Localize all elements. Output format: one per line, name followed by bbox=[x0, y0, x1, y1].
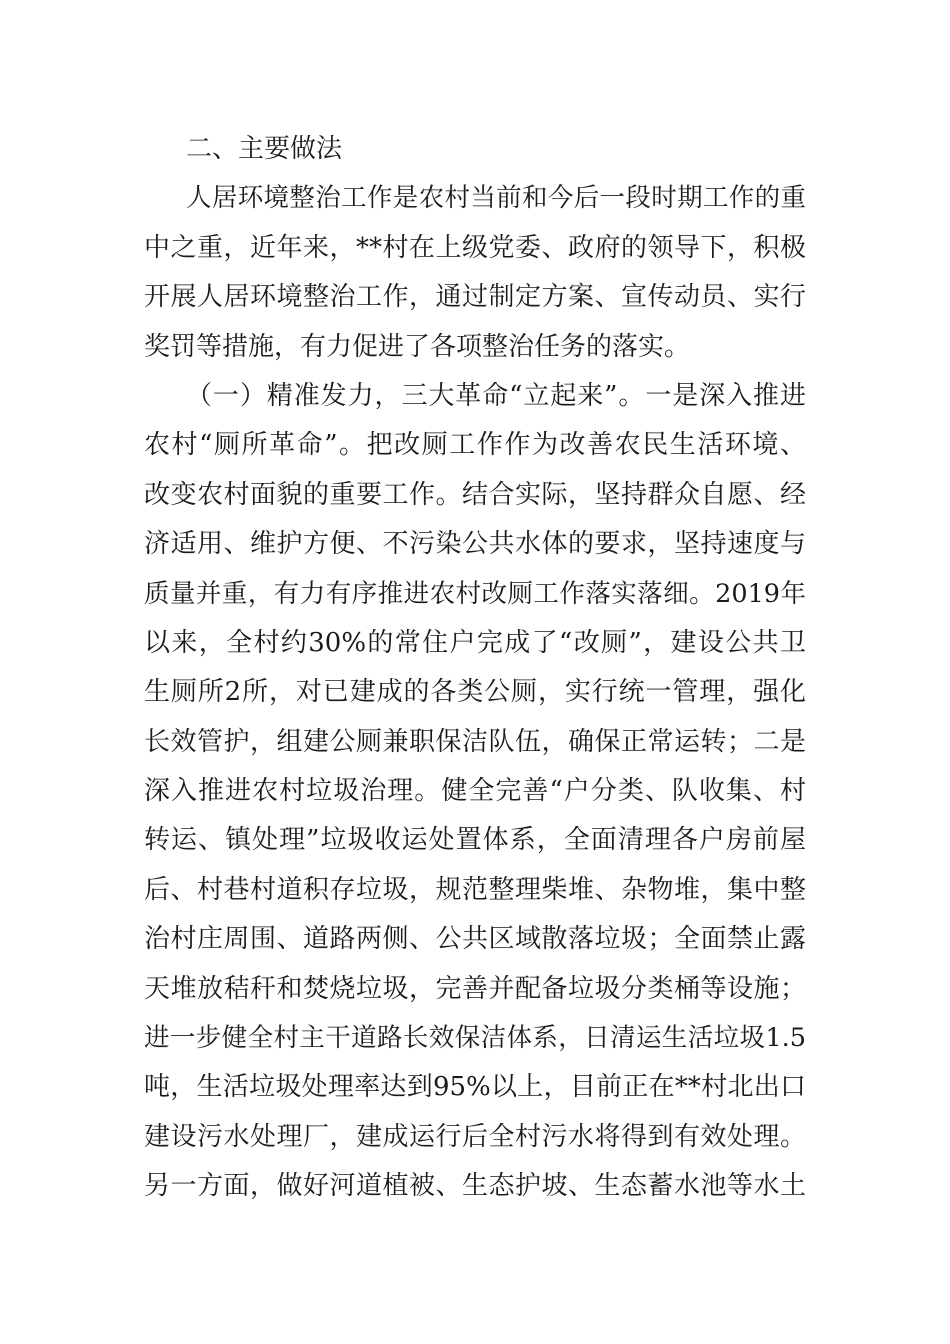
paragraph-line: 中之重，近年来，**村在上级党委、政府的领导下，积极 bbox=[144, 232, 806, 263]
paragraph-line: 生厕所2所，对已建成的各类公厕，实行统一管理，强化 bbox=[144, 677, 806, 708]
paragraph-line: 天堆放秸秆和焚烧垃圾，完善并配备垃圾分类桶等设施； bbox=[144, 973, 806, 1004]
paragraph-line: 深入推进农村垃圾治理。健全完善“户分类、队收集、村 bbox=[144, 776, 806, 807]
paragraph-line: 吨，生活垃圾处理率达到95%以上，目前正在**村北出口 bbox=[144, 1072, 806, 1103]
paragraph-line: 质量并重，有力有序推进农村改厕工作落实落细。2019年 bbox=[144, 578, 806, 609]
paragraph-line: 济适用、维护方便、不污染公共水体的要求，坚持速度与 bbox=[144, 529, 806, 560]
paragraph-line: 长效管护，组建公厕兼职保洁队伍，确保正常运转；二是 bbox=[144, 726, 806, 757]
paragraph-line: 开展人居环境整治工作，通过制定方案、宣传动员、实行 bbox=[144, 282, 806, 313]
paragraph-line: 转运、镇处理”垃圾收运处置体系，全面清理各户房前屋 bbox=[144, 825, 806, 856]
paragraph-line: 以来，全村约30%的常住户完成了“改厕”，建设公共卫 bbox=[144, 627, 806, 658]
paragraph-line: 农村“厕所革命”。把改厕工作作为改善农民生活环境、 bbox=[144, 430, 806, 461]
paragraph-line: （一）精准发力，三大革命“立起来”。一是深入推进 bbox=[186, 380, 806, 411]
paragraph-line: 建设污水处理厂，建成运行后全村污水将得到有效处理。 bbox=[144, 1121, 806, 1152]
paragraph-line: 进一步健全村主干道路长效保洁体系，日清运生活垃圾1.5 bbox=[144, 1023, 806, 1054]
document-body bbox=[144, 125, 806, 1212]
paragraph-line: 人居环境整治工作是农村当前和今后一段时期工作的重 bbox=[186, 183, 806, 214]
paragraph-line: 治村庄周围、道路两侧、公共区域散落垃圾；全面禁止露 bbox=[144, 924, 806, 955]
paragraph-line: 改变农村面貌的重要工作。结合实际，坚持群众自愿、经 bbox=[144, 479, 806, 510]
paragraph-line: 另一方面，做好河道植被、生态护坡、生态蓄水池等水土 bbox=[144, 1171, 806, 1202]
paragraph-line: 后、村巷村道积存垃圾，规范整理柴堆、杂物堆，集中整 bbox=[144, 874, 806, 905]
paragraph-line: 奖罚等措施，有力促进了各项整治任务的落实。 bbox=[144, 331, 691, 362]
section-heading: 二、主要做法 bbox=[186, 134, 343, 164]
